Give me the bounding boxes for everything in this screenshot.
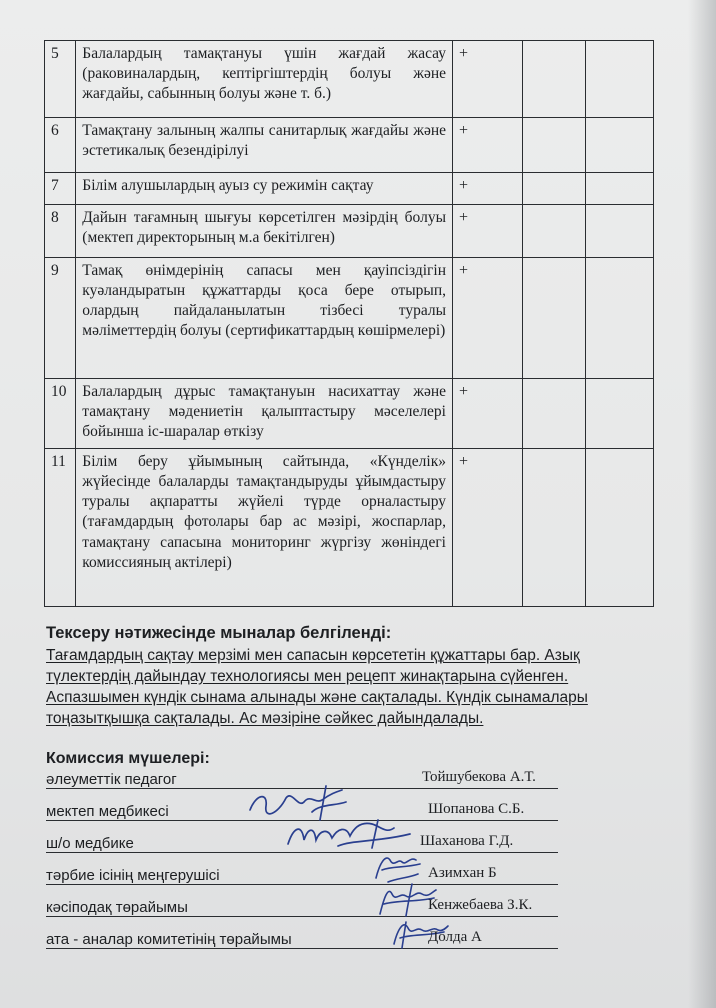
results-line: Аспазшымен күндік сынама алынады және сақталады. Күндік сынамалары bbox=[46, 689, 588, 706]
signature-line bbox=[46, 916, 558, 917]
row-number: 8 bbox=[45, 205, 76, 258]
results-line: Тағамдардың сақтау мерзімі мен сапасын көрсететін құжаттары бар. Азық bbox=[46, 647, 580, 664]
empty-cell bbox=[522, 379, 586, 449]
criterion-text: Балалардың тамақтануы үшін жағдай жасау (раковиналардың, кептіргіштердің болуы және жағдайы, сабынның болуы және т. б.) bbox=[76, 41, 453, 118]
member-name: Азимхан Б bbox=[428, 865, 497, 881]
criterion-text: Тамақтану залының жалпы санитарлық жағдайы және эстетикалық безендірілуі bbox=[76, 118, 453, 173]
member-role: кәсіподақ төрайымы bbox=[46, 899, 188, 916]
results-line: түлектердің дайындау технологиясы мен рецепт жинақтарына сүйенген. bbox=[46, 668, 569, 685]
row-number: 9 bbox=[45, 258, 76, 379]
empty-cell bbox=[522, 118, 586, 173]
member-role: әлеуметтік педагог bbox=[46, 771, 177, 788]
member-role: ш/о медбике bbox=[46, 835, 134, 852]
criterion-text: Тамақ өнімдерінің сапасы мен қауіпсіздігін куәландыратын құжаттарды қоса бере отырып, олардың пайдаланылатын тізбесі туралы мәліметтердің болуы (сертификаттардың көшірмелері) bbox=[76, 258, 453, 379]
member-role: тәрбие ісінің меңгерушісі bbox=[46, 867, 220, 884]
empty-cell bbox=[586, 118, 654, 173]
mark-cell: + bbox=[453, 258, 523, 379]
empty-cell bbox=[586, 449, 654, 607]
mark-cell: + bbox=[453, 379, 523, 449]
criterion-text: Балалардың дұрыс тамақтануын насихаттау және тамақтану мәдениетін қалыптастыру мәселелері бойынша іс-шаралар өткізу bbox=[76, 379, 453, 449]
commission-heading: Комиссия мүшелері: bbox=[46, 750, 210, 767]
table-row bbox=[45, 258, 654, 379]
checklist-table bbox=[44, 40, 654, 607]
table-row bbox=[45, 41, 654, 118]
empty-cell bbox=[586, 379, 654, 449]
empty-cell bbox=[522, 449, 586, 607]
criterion-text: Білім беру ұйымының сайтында, «Күнделік» жүйесінде балаларды тамақтандыруды ұйымдастыру туралы ақпаратты жүйелі түрде орналастыру (тағамдардың фотолары бар ас мәзірі, жоспарлар, тамақтану сапасына мониторинг жүргізу жөніндегі комиссияның актілері) bbox=[76, 449, 453, 607]
empty-cell bbox=[586, 258, 654, 379]
results-heading: Тексеру нәтижесінде мыналар белгіленді: bbox=[46, 624, 392, 642]
commission-member bbox=[46, 866, 558, 888]
signature-line bbox=[46, 948, 558, 949]
commission-member bbox=[46, 930, 558, 952]
table-row bbox=[45, 118, 654, 173]
row-number: 6 bbox=[45, 118, 76, 173]
mark-cell: + bbox=[453, 173, 523, 205]
row-number: 7 bbox=[45, 173, 76, 205]
member-name: Шопанова С.Б. bbox=[428, 801, 525, 817]
row-number: 5 bbox=[45, 41, 76, 118]
criterion-text: Дайын тағамның шығуы көрсетілген мәзірдің болуы (мектеп директорының м.а бекітілген) bbox=[76, 205, 453, 258]
table-row bbox=[45, 173, 654, 205]
table-row bbox=[45, 379, 654, 449]
member-role: ата - аналар комитетінің төрайымы bbox=[46, 931, 292, 948]
empty-cell bbox=[522, 41, 586, 118]
mark-cell: + bbox=[453, 205, 523, 258]
commission-member bbox=[46, 898, 558, 920]
mark-cell: + bbox=[453, 41, 523, 118]
member-name: Долда А bbox=[428, 929, 482, 945]
row-number: 11 bbox=[45, 449, 76, 607]
empty-cell bbox=[586, 173, 654, 205]
empty-cell bbox=[586, 205, 654, 258]
table-row bbox=[45, 205, 654, 258]
member-name: Кенжебаева З.К. bbox=[428, 897, 533, 913]
empty-cell bbox=[522, 258, 586, 379]
empty-cell bbox=[522, 173, 586, 205]
empty-cell bbox=[522, 205, 586, 258]
table-row bbox=[45, 449, 654, 607]
member-name: Тойшубекова А.Т. bbox=[422, 769, 536, 785]
member-name: Шаханова Г.Д. bbox=[420, 833, 514, 849]
mark-cell: + bbox=[453, 118, 523, 173]
commission-member bbox=[46, 834, 558, 856]
results-line: тоңазытқышқа сақталады. Ас мәзіріне сәйкес дайындалады. bbox=[46, 710, 484, 727]
criterion-text: Білім алушылардың ауыз су режимін сақтау bbox=[76, 173, 453, 205]
mark-cell: + bbox=[453, 449, 523, 607]
member-role: мектеп медбикесі bbox=[46, 803, 169, 820]
row-number: 10 bbox=[45, 379, 76, 449]
empty-cell bbox=[586, 41, 654, 118]
signature-line bbox=[46, 884, 558, 885]
results-text bbox=[46, 645, 646, 729]
